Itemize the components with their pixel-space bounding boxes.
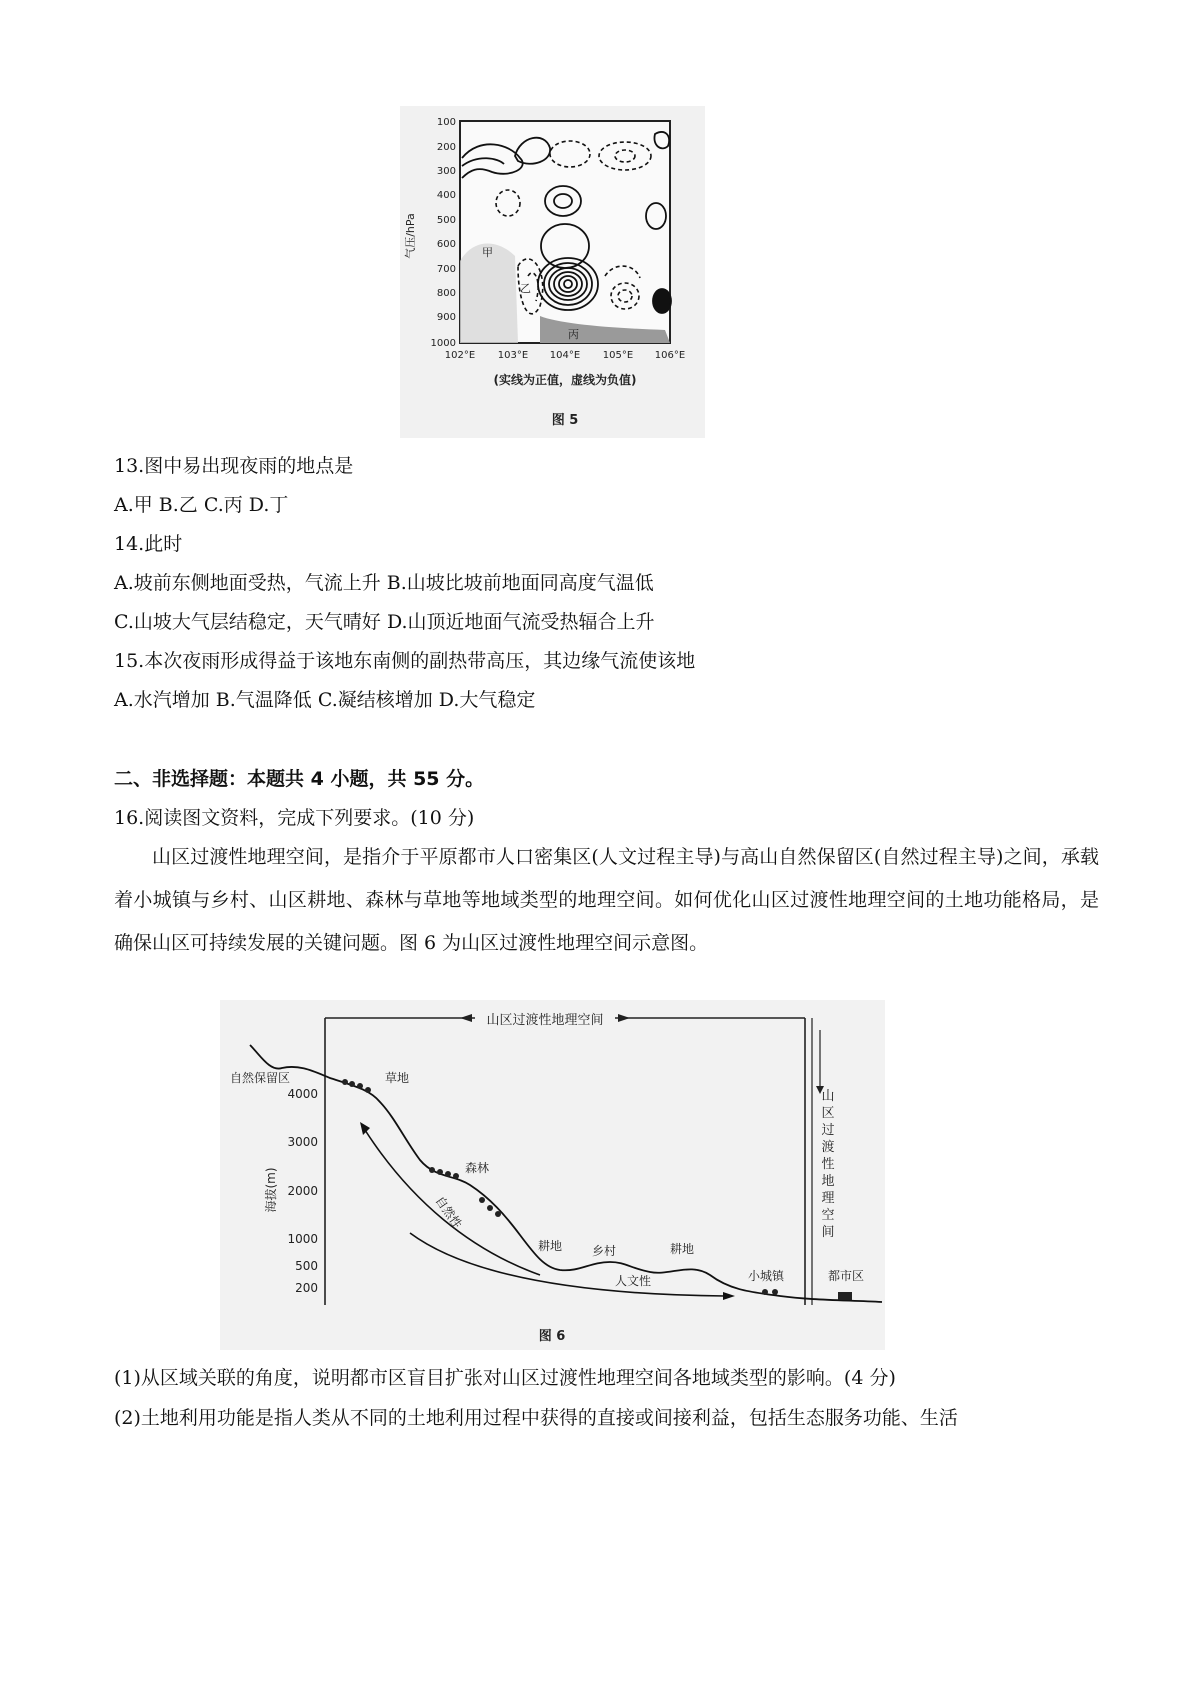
fig5-y-tick: 900 [436,312,456,323]
section-heading: 二、非选择题：本题共 4 小题，共 55 分。 [114,768,485,790]
fig6-label-metro: 都市区 [828,1269,865,1283]
q15-stem: 15.本次夜雨形成得益于该地东南侧的副热带高压，其边缘气流使该地 [114,650,696,672]
fig5-y-tick: 500 [436,215,456,226]
q16-sub1: (1)从区域关联的角度，说明都市区盲目扩张对山区过渡性地理空间各地域类型的影响。(4 分) [114,1367,896,1389]
q16-paragraph: 山区过渡性地理空间，是指介于平原都市人口密集区(人文过程主导)与高山自然保留区(自然过程主导)之间，承载着小城镇与乡村、山区耕地、森林与草地等地域类型的地理空间。如何优化山区过渡性地理空间的土地功能格局，是确保山区可持续发展的关键问题。图 6 为山区过渡性地理空间示意图。 [114,846,1099,954]
q13-stem: 13.图中易出现夜雨的地点是 [114,455,354,477]
fig5-caption: 图 5 [551,413,579,428]
fig5-y-tick: 200 [436,142,456,153]
fig5-x-tick: 104°E [549,350,581,361]
fig6-label-grass: 草地 [385,1071,410,1085]
q14-options-line1: A.坡前东侧地面受热，气流上升 B.山坡比坡前地面同高度气温低 [114,572,654,594]
fig5-y-tick: 600 [436,239,456,250]
fig6-y-tick: 3000 [287,1135,318,1149]
fig5-x-tick: 102°E [444,350,476,361]
fig6-label-human: 人文性 [615,1274,652,1288]
fig6-y-tick: 1000 [287,1232,318,1246]
fig6-label-reserve: 自然保留区 [230,1071,291,1085]
fig5-y-tick: 800 [436,288,456,299]
fig5-point-bing: 丙 [568,328,579,341]
fig5-y-tick: 1000 [430,338,456,349]
figure-5 [400,106,705,438]
q13-options: A.甲 B.乙 C.丙 D.丁 [114,494,289,516]
q15-options: A.水汽增加 B.气温降低 C.凝结核增加 D.大气稳定 [114,689,536,711]
fig5-y-tick: 300 [436,166,456,177]
q14-stem: 14.此时 [114,533,183,555]
fig5-note: (实线为正值，虚线为负值) [493,373,637,387]
fig6-y-tick: 200 [295,1281,318,1295]
fig6-y-tick: 4000 [287,1087,318,1101]
fig6-top-label: 山区过渡性地理空间 [486,1013,604,1028]
q16-stem: 16.阅读图文资料，完成下列要求。(10 分) [114,807,475,829]
fig6-label-village: 乡村 [592,1244,617,1258]
fig6-label-natural: 自然性 [432,1193,465,1232]
fig6-caption: 图 6 [538,1329,566,1344]
fig6-y-tick: 500 [295,1259,318,1273]
fig5-point-jia: 甲 [482,246,493,259]
fig5-y-tick: 700 [436,264,456,275]
fig5-x-tick: 103°E [497,350,529,361]
fig6-label-forest: 森林 [465,1161,490,1175]
fig5-y-tick: 400 [436,190,456,201]
q14-options-line2: C.山坡大气层结稳定，天气晴好 D.山顶近地面气流受热辐合上升 [114,611,655,633]
fig5-point-yi: 乙 [520,282,531,295]
fig6-y-axis-label: 海拔(m) [264,1167,278,1213]
fig5-y-tick: 100 [436,117,456,128]
fig5-y-axis-label: 气压/hPa [404,213,417,259]
fig6-right-label: 山区过渡性地理空间 [821,1089,835,1240]
fig6-y-tick: 2000 [287,1184,318,1198]
fig6-label-farmland2: 耕地 [670,1242,695,1256]
fig6-label-farmland1: 耕地 [538,1239,563,1253]
figure-6 [220,1000,885,1350]
fig5-x-tick: 105°E [602,350,634,361]
fig5-x-tick: 106°E [654,350,686,361]
q16-sub2: (2)土地利用功能是指人类从不同的土地利用过程中获得的直接或间接利益，包括生态服务功能、生活 [114,1407,958,1429]
fig6-label-town: 小城镇 [748,1269,785,1283]
